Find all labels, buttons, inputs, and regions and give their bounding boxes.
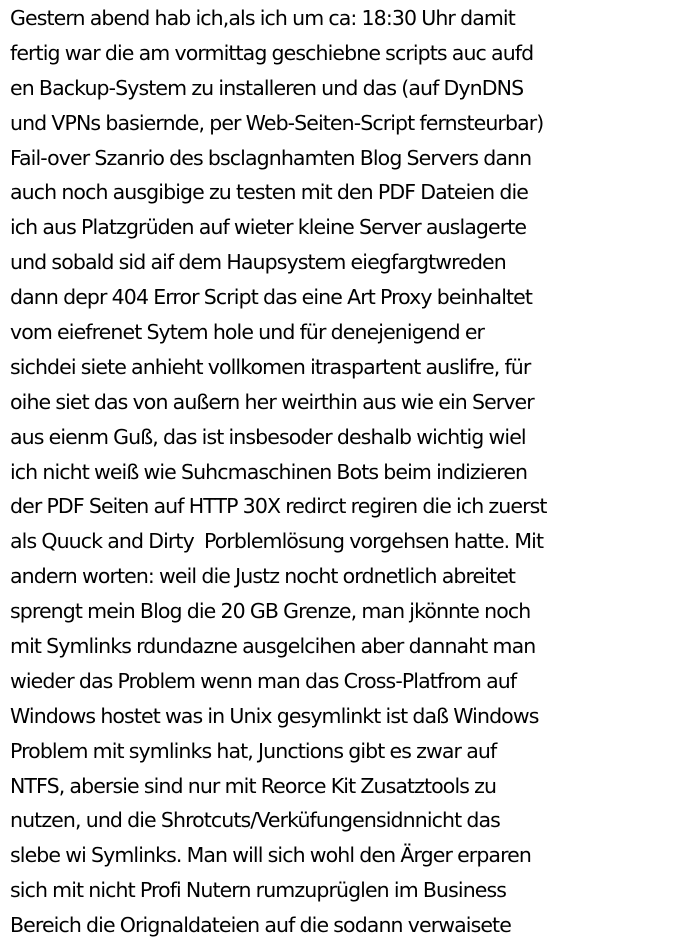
text-line-18: sprengt mein Blog die 20 GB Grenze, man jkönnte noch (10, 599, 531, 624)
text-line-22: Problem mit symlinks hat, Junctions gibt es zwar auf (10, 738, 497, 763)
text-line-8: und sobald sid aif dem Haupsystem eiegfargtwreden (10, 250, 506, 275)
text-line-1: Gestern abend hab ich,als ich um ca: 18:30 Uhr damit (10, 6, 515, 30)
text-line-2: fertig war die am vormittag geschiebne scripts auc aufd (10, 40, 534, 65)
text-line-12: oihe siet das von außern her weirthin aus wie ein Server (10, 389, 534, 414)
text-line-14: ich nicht weiß wie Suhcmaschinen Bots beim indizieren (10, 459, 528, 484)
text-line-24: nutzen, und die Shrotcuts/Verküfungensidnnicht das (10, 808, 500, 833)
text-line-3: en Backup-System zu installeren und das (auf DynDNS (10, 75, 524, 100)
text-line-23: NTFS, abersie sind nur mit Reorce Kit Zusatztools zu (10, 773, 497, 798)
text-line-11: sichdei siete anhieht vollkomen itraspartent auslifre, für (10, 354, 531, 379)
text-line-17: andern worten: weil die Justz nocht ordnetlich abreitet (10, 564, 516, 589)
text-line-20: wieder das Problem wenn man das Cross-Platfrom auf (10, 668, 517, 693)
text-line-5: Fail-over Szanrio des bsclagnhamten Blog Servers dann (10, 145, 532, 170)
text-line-4: und VPNs basiernde, per Web-Seiten-Script fernsteurbar) (10, 110, 544, 135)
text-line-15: der PDF Seiten auf HTTP 30X redirct regiren die ich zuerst (10, 494, 547, 519)
text-line-26: sich mit nicht Profi Nutern rumzuprüglen im Business (10, 878, 507, 903)
text-line-7: ich aus Platzgrüden auf wieter kleine Server auslagerte (10, 215, 527, 240)
text-line-6: auch noch ausgibige zu testen mit den PDF Dateien die (10, 180, 528, 205)
text-line-16: als Quuck and Dirty Porblemlösung vorgehsen hatte. Mit (10, 529, 544, 554)
text-line-27: Bereich die Orignaldateien auf die sodann verwaisete (10, 913, 511, 938)
text-line-21: Windows hostet was in Unix gesymlinkt ist daß Windows (10, 703, 539, 728)
text-line-9: dann depr 404 Error Script das eine Art Proxy beinhaltet (10, 285, 532, 310)
text-line-13: aus eienm Guß, das ist insbesoder deshalb wichtig wiel (10, 424, 526, 449)
body-text (10, 1, 682, 943)
text-line-25: slebe wi Symlinks. Man will sich wohl den Ärger erparen (10, 843, 531, 868)
text-line-19: mit Symlinks rdundazne ausgelcihen aber dannaht man (10, 634, 536, 659)
text-line-10: vom eiefrenet Sytem hole und für denejenigend er (10, 320, 485, 345)
